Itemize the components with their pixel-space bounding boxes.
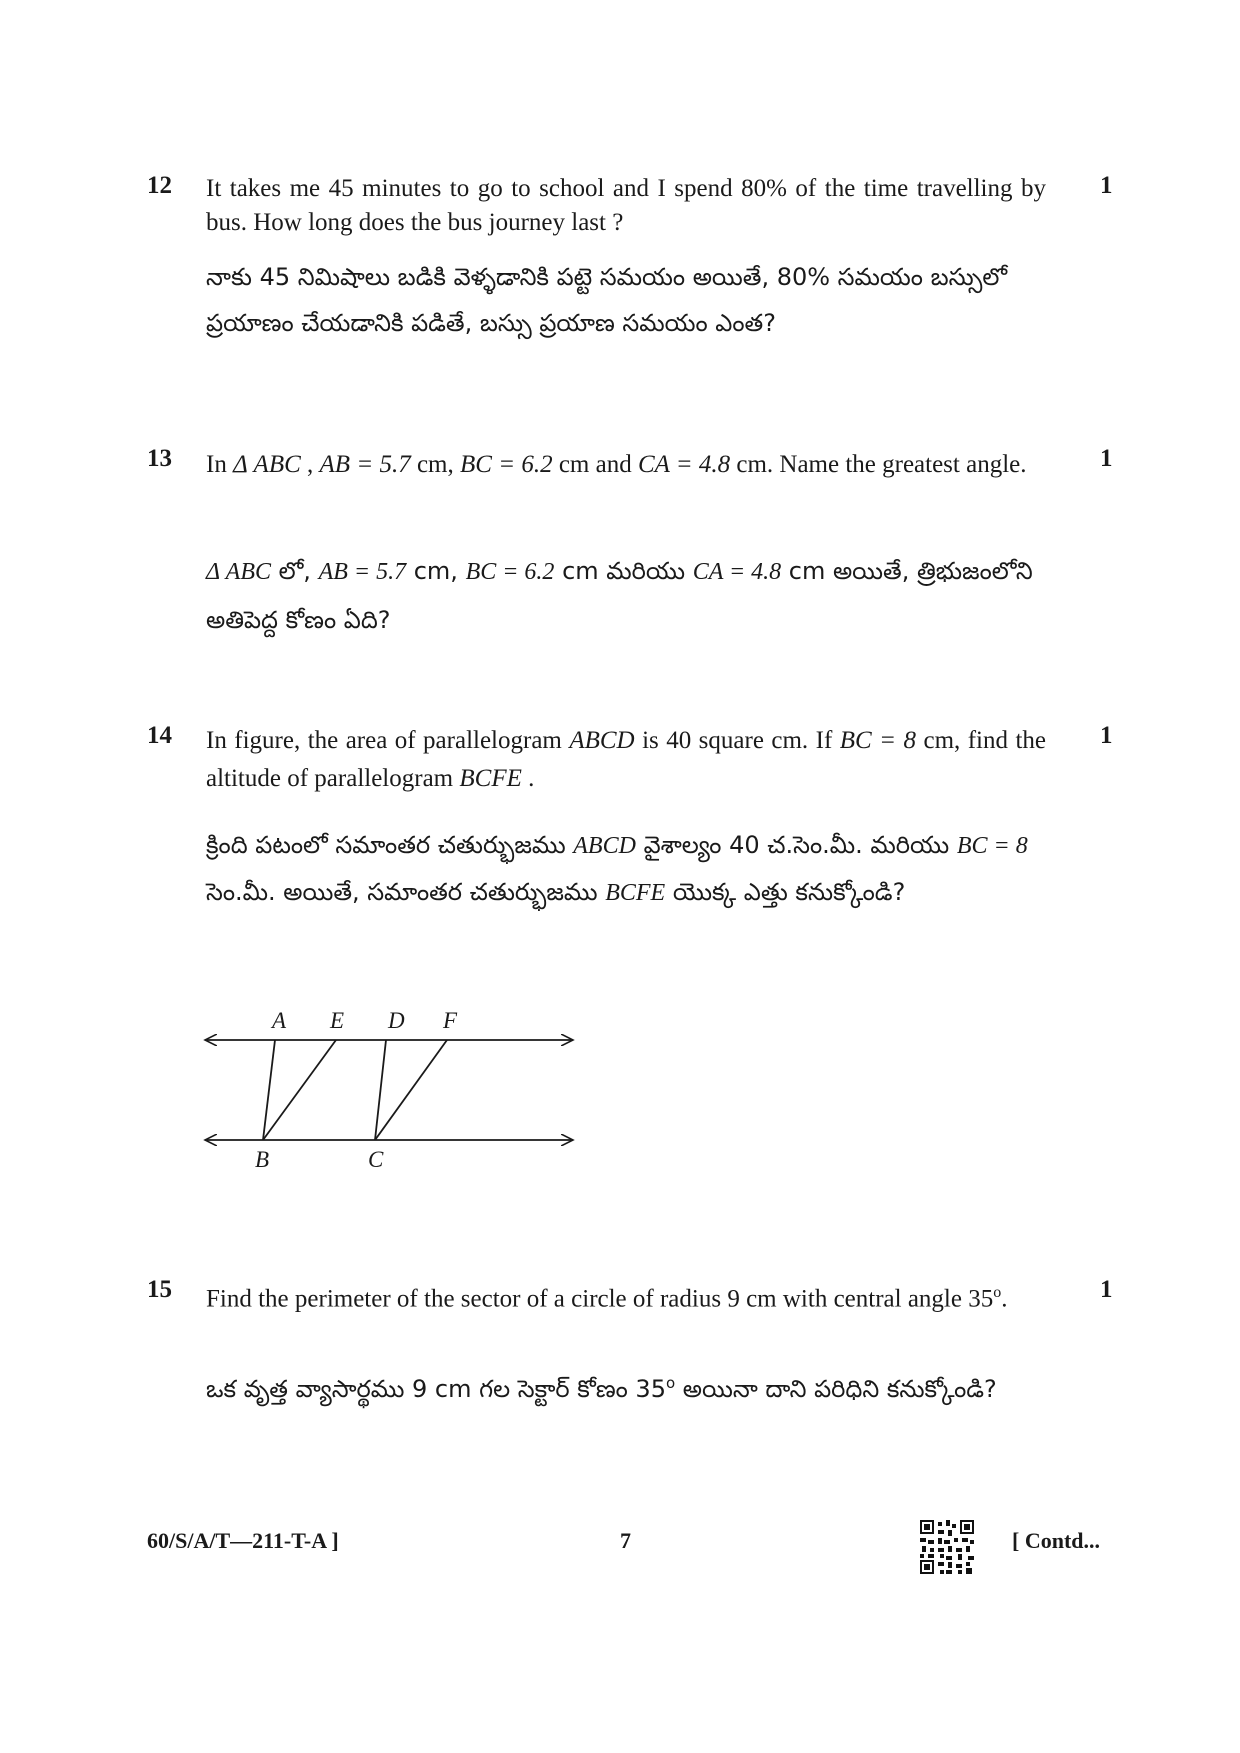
question-marks: 1 bbox=[1100, 172, 1113, 199]
continued-label: [ Contd... bbox=[1012, 1528, 1101, 1553]
label-c: C bbox=[368, 1147, 384, 1167]
question-number: 13 bbox=[147, 445, 172, 472]
question-text-english: Find the perimeter of the sector of a circle of radius 9 cm with central angle 35$^o$. bbox=[206, 1284, 1008, 1313]
question-text-english: In Δ ABC , AB = 5.7 cm, BC = 6.2 cm and CA = 4.8 cm. Name the greatest angle. bbox=[206, 451, 1027, 478]
question-number: 14 bbox=[147, 722, 172, 749]
label-d: D bbox=[388, 1008, 405, 1033]
question-number: 12 bbox=[147, 172, 172, 199]
question-marks: 1 bbox=[1100, 1276, 1113, 1303]
label-b: B bbox=[255, 1147, 270, 1167]
question-text-telugu: నాకు 45 నిమిషాలు బడికి వెళ్ళడానికి పట్టె సమయం అయితే, 80% సమయం బస్సులో ప్రయాణం చేయడానికి పడితే, బస్సు ప్రయాణ సమయం ఎంత? bbox=[206, 263, 1008, 337]
question-marks: 1 bbox=[1100, 445, 1113, 472]
question-text-telugu: క్రింది పటంలో సమాంతర చతుర్భుజము ABCD వైశాల్యం 40 చ.సెం.మీ. మరియు BC = 8 సెం.మీ. అయితే, సమాంతర చతుర్భుజము BCFE యొక్క ఎత్తు కనుక్కోండి? bbox=[206, 831, 1028, 906]
question-text-english: It takes me 45 minutes to go to school and I spend 80% of the time travelling by bus. How long does the bus journey last ? bbox=[206, 175, 1046, 236]
label-e: E bbox=[330, 1008, 345, 1033]
segment-fc bbox=[375, 1040, 447, 1140]
label-a: A bbox=[272, 1008, 287, 1033]
label-f: F bbox=[443, 1008, 458, 1033]
parallelogram-figure bbox=[195, 997, 595, 1167]
page-number: 7 bbox=[620, 1528, 631, 1553]
qr-code-icon bbox=[920, 1520, 974, 1574]
question-text-telugu: Δ ABC లో, AB = 5.7 cm, BC = 6.2 cm మరియు CA = 4.8 cm అయితే, త్రిభుజంలోని అతిపెద్ద కోణం ఏది? bbox=[206, 557, 1033, 634]
question-marks: 1 bbox=[1100, 722, 1113, 749]
segment-dc bbox=[375, 1040, 386, 1140]
question-number: 15 bbox=[147, 1276, 172, 1303]
question-text-english: In figure, the area of parallelogram ABCD is 40 square cm. If BC = 8 cm, find the altitude of parallelogram BCFE . bbox=[206, 727, 1047, 792]
paper-code: 60/S/A/T—211-T-A ] bbox=[147, 1528, 339, 1553]
question-text-telugu: ఒక వృత్త వ్యాసార్థము 9 cm గల సెక్టార్ కోణం 35$^o$ అయినా దాని పరిధిని కనుక్కోండి? bbox=[206, 1374, 997, 1403]
page-footer bbox=[0, 1520, 1240, 1570]
